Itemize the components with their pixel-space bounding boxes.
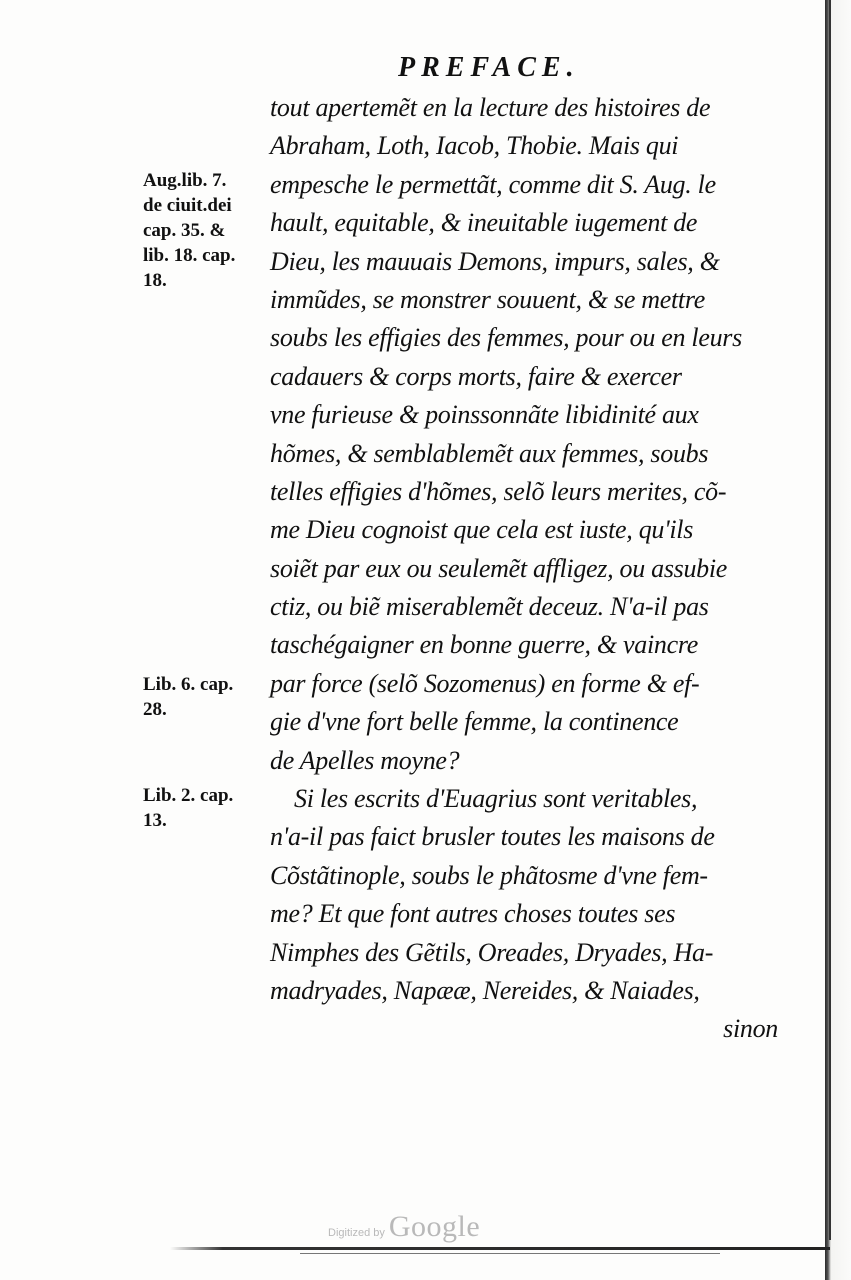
text-line: vne furieuse & poinssonnãte libidinité aux	[270, 400, 699, 430]
text-line: immũdes, se monstrer souuent, & se mettre	[270, 284, 705, 314]
text-line: Dieu, les mauuais Demons, impurs, sales, &	[270, 246, 720, 276]
text-line: ctiz, ou biẽ miserablemẽt deceuz. N'a-il pas	[270, 592, 709, 622]
text-line: Si les escrits d'Euagrius sont veritables,	[294, 784, 698, 814]
margin-note-line: Aug.lib. 7.	[143, 170, 227, 191]
text-line: par force (selõ Sozomenus) en forme & ef-	[270, 668, 700, 698]
text-line: cadauers & corps morts, faire & exercer	[270, 361, 682, 391]
text-line: soubs les effigies des femmes, pour ou en leurs	[270, 323, 742, 353]
body-text	[270, 89, 778, 1049]
google-logo: Google	[388, 1210, 481, 1243]
text-line: telles effigies d'hõmes, selõ leurs merites, cõ-	[270, 476, 727, 506]
margin-note-line: 18.	[143, 270, 167, 291]
text-line: soiẽt par eux ou seulemẽt affligez, ou assubie	[270, 553, 728, 583]
page-bottom-edge	[170, 1247, 830, 1250]
text-line: hõmes, & semblablemẽt aux femmes, soubs	[270, 438, 709, 468]
text-line: taschégaigner en bonne guerre, & vaincre	[270, 630, 698, 660]
text-line: me? Et que font autres choses toutes ses	[270, 899, 676, 929]
catchword: sinon	[723, 1014, 778, 1044]
margin-note-augustine	[143, 168, 267, 293]
margin-note-euagrius	[143, 783, 267, 833]
text-line: tout apertemẽt en la lecture des histoires de	[270, 93, 711, 122]
digitized-watermark	[328, 1210, 480, 1244]
margin-note-line: 28.	[143, 699, 167, 720]
text-line: empesche le permettãt, comme dit S. Aug. le	[270, 169, 716, 199]
page-edge-line	[829, 0, 831, 1240]
text-line: Abraham, Loth, Iacob, Thobie. Mais qui	[270, 131, 679, 161]
text-line: Cõstãtinople, soubs le phãtosme d'vne fem-	[270, 860, 708, 890]
text-line: me Dieu cognoist que cela est iuste, qu'ils	[270, 515, 694, 545]
running-header: PREFACE.	[398, 52, 580, 83]
watermark-prefix: Digitized by	[328, 1227, 385, 1239]
text-line: n'a-il pas faict brusler toutes les maisons de	[270, 822, 715, 852]
margin-note-line: cap. 35. &	[143, 220, 226, 241]
text-line: gie d'vne fort belle femme, la continence	[270, 707, 679, 737]
text-line: hault, equitable, & ineuitable iugement de	[270, 208, 698, 238]
margin-note-line: de ciuit.dei	[143, 195, 232, 216]
margin-note-line: Lib. 6. cap.	[143, 674, 234, 695]
margin-note-line: 13.	[143, 810, 167, 831]
text-line: Nimphes des Gẽtils, Oreades, Dryades, Ha-	[270, 937, 714, 967]
margin-note-sozomenus	[143, 672, 267, 722]
page-bottom-edge-shadow	[300, 1253, 720, 1254]
margin-note-line: Lib. 2. cap.	[143, 785, 234, 806]
text-line: madryades, Napææ, Nereides, & Naiades,	[270, 975, 700, 1005]
margin-note-line: lib. 18. cap.	[143, 245, 236, 266]
text-line: de Apelles moyne?	[270, 745, 460, 775]
